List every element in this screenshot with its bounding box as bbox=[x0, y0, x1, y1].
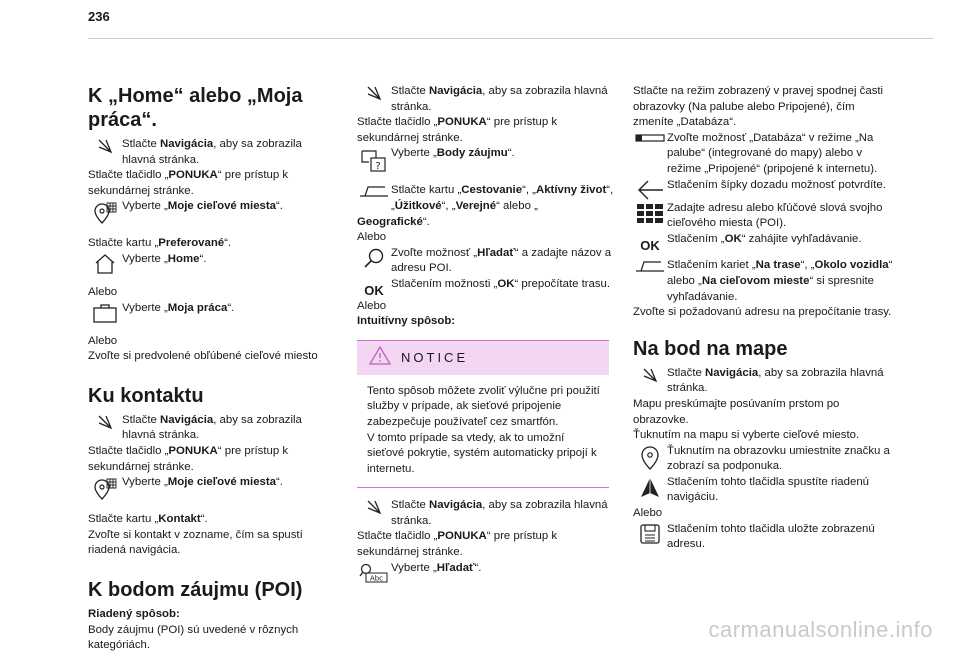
map-pin-grid-icon bbox=[88, 199, 122, 226]
intuitive-label: Intuitívny spôsob: bbox=[357, 315, 456, 328]
warning-icon bbox=[369, 345, 391, 371]
step-ok: OK Stlačením možnosti „OK“ prepočítate trasu. bbox=[357, 277, 615, 299]
column-2 bbox=[357, 84, 615, 584]
tabs-icon bbox=[357, 183, 391, 198]
step-start-navigation: Stlačením tohto tlačidla spustíte riadenú navigáciu. bbox=[633, 475, 893, 506]
choose-address-text: Zvoľte si požadovanú adresu na prepočítanie trasy. bbox=[633, 306, 892, 319]
map-pin-grid-icon bbox=[88, 475, 122, 502]
keyboard-icon bbox=[633, 201, 667, 224]
notice-box bbox=[357, 340, 609, 489]
map-pin-icon bbox=[633, 444, 667, 471]
step-work: Vyberte „Moja práca“. bbox=[88, 301, 328, 324]
step-poi: ? Vyberte „Body záujmu“. bbox=[357, 146, 615, 173]
step-back-arrow: Stlačením šípky dozadu možnosť potvrdíte. bbox=[633, 178, 893, 201]
step-keyboard: Zadajte adresu alebo kľúčové slová svojho cieľového miesta (POI). bbox=[633, 201, 893, 232]
tabs-icon bbox=[633, 258, 667, 273]
step-marker: Ťuknutím na obrazovku umiestnite značku a zobrazí sa podponuka. bbox=[633, 444, 893, 475]
home-icon bbox=[88, 252, 122, 275]
choose-contact-text: Zvoľte si kontakt v zozname, čím sa spustí riadená navigácia. bbox=[88, 528, 303, 557]
navigation-start-icon bbox=[633, 475, 667, 500]
menu-text: Stlačte tlačidlo „PONUKA“ pre prístup k sekundárnej stránke. bbox=[88, 169, 289, 197]
search-icon bbox=[357, 246, 391, 269]
back-arrow-icon bbox=[633, 178, 667, 201]
navigation-arrow-icon bbox=[88, 137, 122, 154]
alebo-4: Alebo bbox=[357, 299, 387, 312]
step-my-destinations-2: Vyberte „Moje cieľové miesta“. bbox=[88, 475, 328, 502]
navigation-arrow-icon bbox=[357, 498, 391, 515]
step-navigation-3: Stlačte Navigácia, aby sa zobrazila hlavná stránka. bbox=[357, 84, 615, 115]
tab-contact-text: Stlačte kartu „Kontakt“. bbox=[88, 513, 208, 526]
step-route-tabs: Stlačením kariet „Na trase“, „Okolo vozidla“ alebo „Na cieľovom mieste“ si spresnite vyhľadávanie. bbox=[633, 258, 893, 305]
alebo-2: Alebo bbox=[88, 334, 118, 347]
step-search-select: Abc Vyberte „Hľadať“. bbox=[357, 561, 615, 584]
heading-home-work: K „Home“ alebo „Moja práca“. bbox=[88, 85, 303, 131]
favorite-text: Zvoľte si predvolené obľúbené cieľové miesto bbox=[88, 350, 318, 363]
alebo-5: Alebo bbox=[633, 507, 663, 520]
notice-header bbox=[357, 341, 609, 375]
poi-icon bbox=[357, 146, 391, 173]
briefcase-icon bbox=[88, 301, 122, 324]
menu-text-3: Stlačte tlačidlo „PONUKA“ pre prístup k sekundárnej stránke. bbox=[357, 116, 558, 144]
step-save: Stlačením tohto tlačidla uložte zobrazenú adresu. bbox=[633, 522, 893, 553]
ok-icon: OK bbox=[640, 237, 660, 253]
scroll-text: Mapu preskúmajte posúvaním prstom po obrazovke. bbox=[633, 397, 840, 426]
step-tabs: Stlačte kartu „Cestovanie“, „Aktívny život“, „Úžitkové“, „Verejné“ alebo „ bbox=[357, 183, 615, 214]
step-navigation-2: Stlačte Navigácia, aby sa zobrazila hlavná stránka. bbox=[88, 413, 328, 444]
column-1 bbox=[88, 84, 328, 654]
step-navigation: Stlačte Navigácia, aby sa zobrazila hlavná stránka. bbox=[88, 137, 328, 168]
watermark: carmanualsonline.info bbox=[708, 617, 933, 642]
step-navigation-5: Stlačte Navigácia, aby sa zobrazila hlavná stránka. bbox=[633, 366, 893, 397]
heading-poi: K bodom záujmu (POI) bbox=[88, 578, 303, 601]
mode-toggle-icon bbox=[633, 131, 667, 144]
navigation-arrow-icon bbox=[633, 366, 667, 383]
heading-map-point: Na bod na mape bbox=[633, 337, 788, 360]
tap-text: Ťuknutím na mapu si vyberte cieľové miesto. bbox=[633, 429, 860, 442]
step-ok-search: OK Stlačením „OK“ zahájite vyhľadávanie. bbox=[633, 232, 893, 254]
page-number: 236 bbox=[88, 9, 110, 24]
save-icon bbox=[633, 522, 667, 545]
mode-text: Stlačte na režim zobrazený v pravej spodnej časti obrazovky (Na palube alebo Pripojené), čím zmeníte „Databáza“. bbox=[633, 85, 884, 129]
alebo-1: Alebo bbox=[88, 285, 118, 298]
tab-geo-text: Geografické“. bbox=[357, 215, 430, 228]
svg-text:?: ? bbox=[375, 161, 381, 173]
heading-contact: Ku kontaktu bbox=[88, 384, 204, 407]
column-3 bbox=[633, 84, 893, 553]
navigation-arrow-icon bbox=[88, 413, 122, 430]
step-my-destinations: Vyberte „Moje cieľové miesta“. bbox=[88, 199, 328, 226]
navigation-arrow-icon bbox=[357, 84, 391, 101]
guided-label: Riadený spôsob: bbox=[88, 607, 180, 620]
svg-text:Abc: Abc bbox=[369, 574, 384, 583]
step-navigation-4: Stlačte Navigácia, aby sa zobrazila hlavná stránka. bbox=[357, 498, 615, 529]
alebo-3: Alebo bbox=[357, 231, 387, 244]
step-search: Zvoľte možnosť „Hľadať“ a zadajte názov a adresu POI. bbox=[357, 246, 615, 277]
search-keyboard-icon bbox=[357, 561, 391, 584]
menu-text-2: Stlačte tlačidlo „PONUKA“ pre prístup k sekundárnej stránke. bbox=[88, 444, 289, 473]
tab-preferred-text: Stlačte kartu „Preferované“. bbox=[88, 237, 232, 250]
ok-icon: OK bbox=[364, 282, 384, 298]
top-rule bbox=[88, 38, 933, 39]
menu-text-4: Stlačte tlačidlo „PONUKA“ pre prístup k sekundárnej stránke. bbox=[357, 530, 558, 559]
notice-title: NOTICE bbox=[401, 349, 469, 365]
notice-body: Tento spôsob môžete zvoliť výlučne pri použití služby v prípade, ak sieťové pripojenie zabezpečuje používateľ cez smartfón. V tomto prípade sa vtedy, ak to umožní sieťové pokrytie, systém automaticky pripojí k internetu. bbox=[367, 384, 600, 475]
step-database: Zvoľte možnosť „Databáza“ v režime „Na palube“ (integrované do mapy) alebo v režime „Pripojené“ (pripojené k internetu). bbox=[633, 131, 893, 178]
step-home: Vyberte „Home“. bbox=[88, 252, 328, 275]
poi-description: Body záujmu (POI) sú uvedené v rôznych kategóriách. bbox=[88, 623, 299, 652]
